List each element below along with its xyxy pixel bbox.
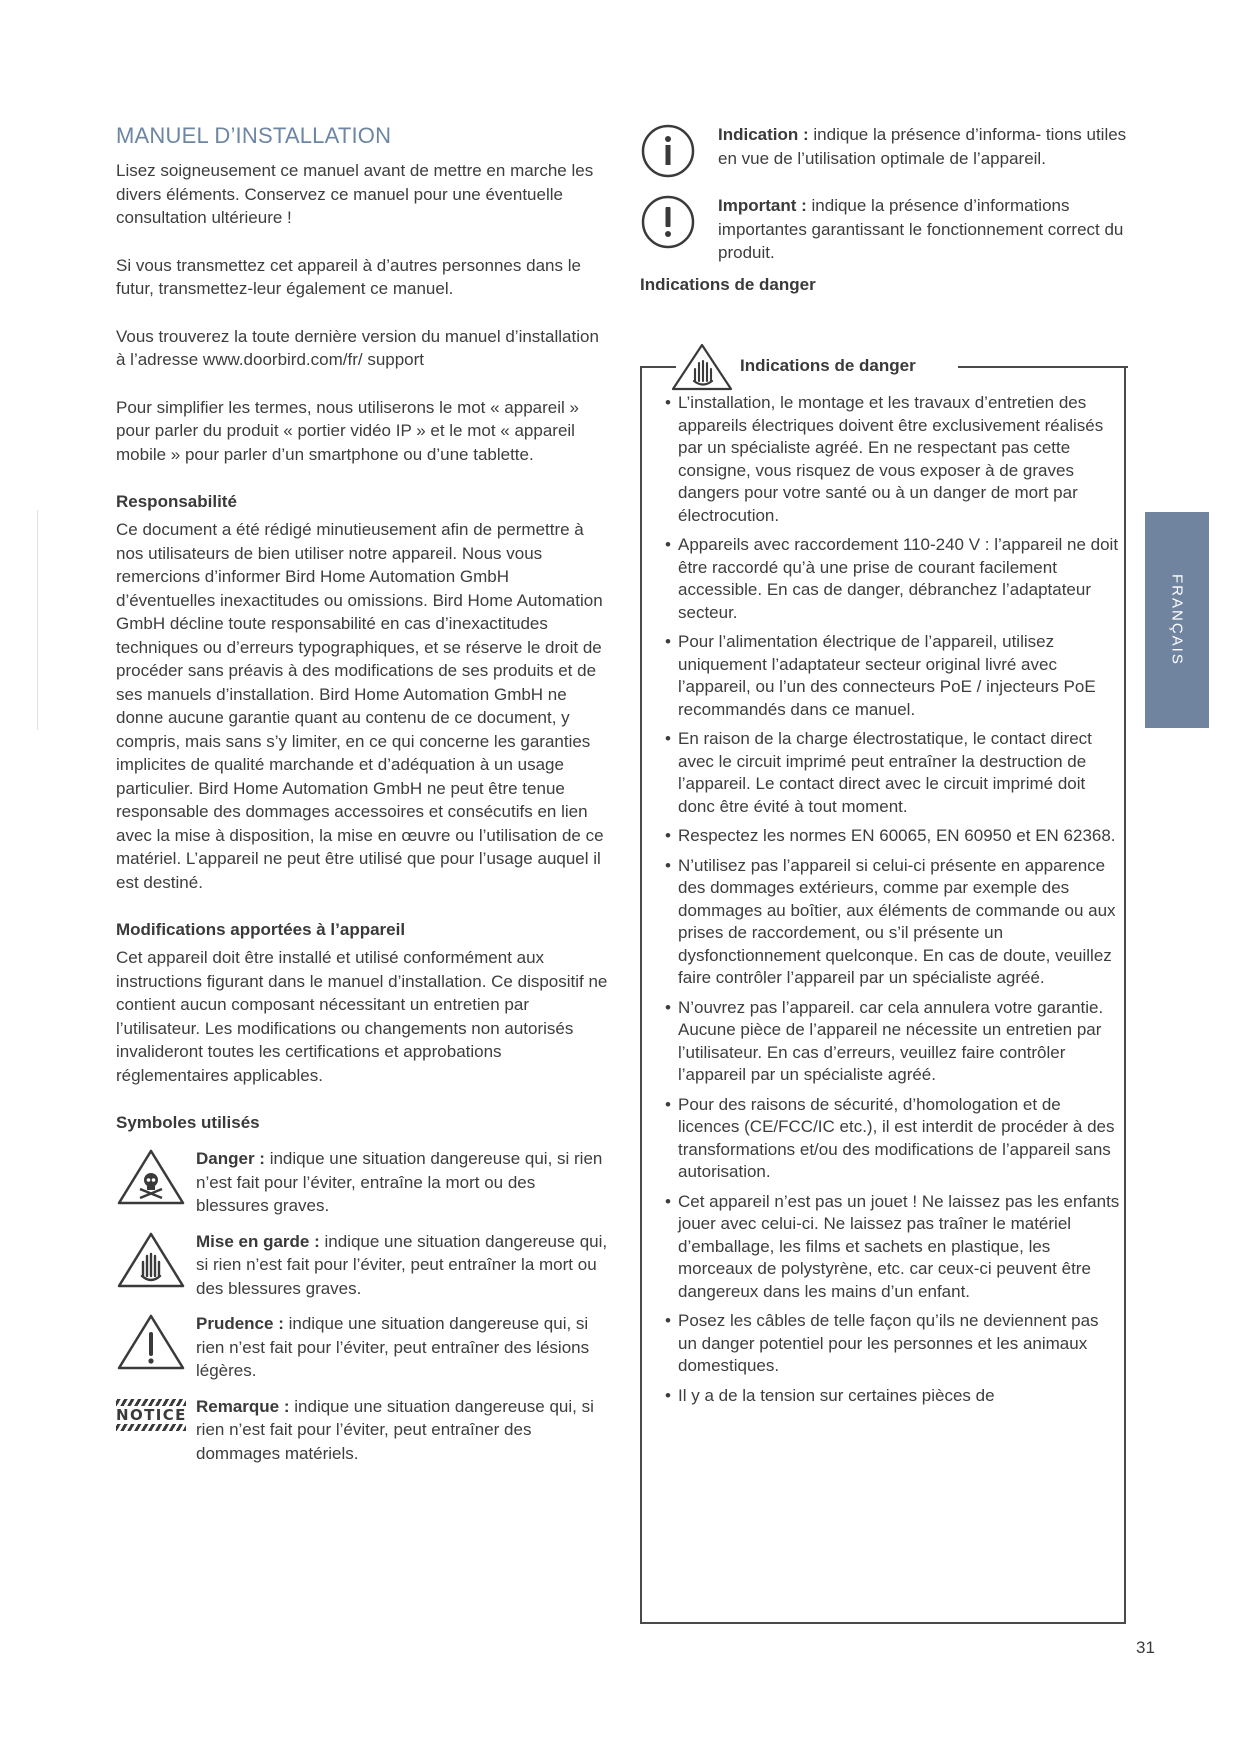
page-number: 31 bbox=[1136, 1638, 1155, 1657]
notice-badge-icon bbox=[116, 1395, 196, 1459]
symbol-caution-label: Prudence : bbox=[196, 1314, 284, 1333]
indication-important-label: Important : bbox=[718, 196, 807, 215]
danger-box-top-right bbox=[958, 366, 1128, 368]
indication-important bbox=[640, 194, 1130, 265]
danger-list bbox=[668, 392, 1120, 1414]
list-item: • Pour l’alimentation électrique de l’appareil, utilisez uniquement l’adaptateur secteur original livré avec l’appareil, ou l’un des connecteurs PoE / injecteurs PoE recommandés dans ce manuel. bbox=[668, 631, 1120, 721]
symbol-notice-text: indique une situation dangereuse qui, si rien n’est fait pour l’éviter, peut entraîner des dommages matériels. bbox=[196, 1396, 594, 1463]
indication-important-text: indique la présence d’informations importantes garantissant le fonctionnement correct du produit. bbox=[718, 196, 1124, 262]
skull-warning-icon bbox=[116, 1147, 196, 1211]
list-item: • Il y a de la tension sur certaines pièces de bbox=[668, 1385, 1120, 1408]
indication-info-label: Indication : bbox=[718, 125, 809, 144]
list-item: • En raison de la charge électrostatique, le contact direct avec le circuit imprimé peut entraîner la destruction de l’appareil. Le contact direct avec le circuit imprimé doit donc être évité à tout moment. bbox=[668, 728, 1120, 818]
notice-hatch-top bbox=[116, 1399, 186, 1406]
notice-hatch-bottom bbox=[116, 1424, 186, 1431]
notice-badge-text: NOTICE bbox=[116, 1405, 187, 1424]
symbols-heading: Symboles utilisés bbox=[116, 1113, 260, 1132]
symbol-notice-label: Remarque : bbox=[196, 1396, 290, 1416]
responsibility-text: Ce document a été rédigé minutieusement afin de permettre à nos utilisateurs de bien utiliser notre appareil. Nous vous remercions d’informer Bird Home Automation GmbH d’éventuelles inexactitudes ou omissions. Bird Home Automation GmbH décline toute responsabilité en cas d’inexactitudes techniques ou d’erreurs typographiques, et se réserve le droit de procéder sans préavis à des modifications de ses produits et de ses manuels d’installation. Bird Home Automation GmbH ne donne aucune garantie quant au contenu de ce document, y compris, mais sans s’y limiter, en ce qui concerne les garanties implicites de qualité marchande et d’adéquation à un usage particulier. Bird Home Automation GmbH ne peut être tenue responsable des dommages accessoires et consécutifs en lien avec la mise à disposition, la mise en œuvre ou l’utilisation de ce matériel. L’appareil ne peut être utilisé que pour l’usage auquel il est destiné. bbox=[116, 520, 604, 892]
modifications-heading: Modifications apportées à l’appareil bbox=[116, 920, 406, 939]
symbol-caution-text: indique une situation dangereuse qui, si rien n’est fait pour l’éviter, peut entraîner des lésions légères. bbox=[196, 1314, 590, 1380]
right-column bbox=[640, 123, 1130, 295]
list-item: • Pour des raisons de sécurité, d’homologation et de licences (CE/FCC/IC etc.), il est interdit de procéder à des transformations et/ou des modifications de l’appareil sans autorisation. bbox=[668, 1094, 1120, 1184]
symbol-notice bbox=[116, 1395, 610, 1466]
page-title: MANUEL D’INSTALLATION bbox=[116, 123, 392, 148]
list-item: • Cet appareil n’est pas un jouet ! Ne laissez pas les enfants jouer avec celui-ci. Ne laissez pas traîner le matériel d’emballage, les films et sachets en plastique, les morceaux de polystyrène, etc. car ceux-ci peuvent être dangereux dans les mains d’un enfant. bbox=[668, 1191, 1120, 1304]
symbol-danger-text: indique une situation dangereuse qui, si rien n’est fait pour l’éviter, entraîne la mort ou des blessures graves. bbox=[196, 1149, 603, 1215]
hand-warning-icon bbox=[116, 1230, 196, 1294]
exclamation-warning-icon bbox=[116, 1312, 196, 1376]
intro-paragraph-1: Lisez soigneusement ce manuel avant de mettre en marche les divers éléments. Conservez ce manuel pour une éventuelle consultation ultérieure ! bbox=[116, 161, 594, 227]
left-column bbox=[116, 123, 610, 1477]
indication-info bbox=[640, 123, 1130, 184]
list-item: • Posez les câbles de telle façon qu’ils ne deviennent pas un danger potentiel pour les personnes et les animaux domestiques. bbox=[668, 1310, 1120, 1378]
language-tab-label: FRANÇAIS bbox=[1168, 574, 1186, 666]
danger-subheading: Indications de danger bbox=[640, 274, 816, 294]
list-item: • Appareils avec raccordement 110-240 V : l’appareil ne doit être raccordé qu’à une prise de courant facilement accessible. En cas de danger, débranchez l’adaptateur secteur. bbox=[668, 534, 1120, 624]
list-item: • L’installation, le montage et les travaux d’entretien des appareils électriques doivent être exclusivement réalisés par un spécialiste agréé. En ne respectant pas cette consigne, vous risquez de vous exposer à de graves dangers pour votre santé ou à un danger de mort par électrocution. bbox=[668, 392, 1120, 527]
modifications-text: Cet appareil doit être installé et utilisé conformément aux instructions figurant dans le manuel d’installation. Ce dispositif ne contient aucun composant nécessitant un entretien par l’utilisateur. Les modifications ou changements non autorisés invalideront toutes les certifications et approbations réglementaires applicables. bbox=[116, 948, 608, 1085]
responsibility-heading: Responsabilité bbox=[116, 492, 237, 511]
hand-warning-icon bbox=[670, 342, 734, 397]
page-edge-line bbox=[37, 510, 38, 730]
important-circle-icon bbox=[640, 194, 718, 255]
symbol-danger bbox=[116, 1147, 610, 1218]
intro-paragraph-2: Si vous transmettez cet appareil à d’autres personnes dans le futur, transmettez-leur également ce manuel. bbox=[116, 255, 581, 298]
symbol-warning-label: Mise en garde : bbox=[196, 1231, 320, 1251]
symbol-danger-label: Danger : bbox=[196, 1149, 265, 1168]
symbol-warning bbox=[116, 1230, 610, 1301]
info-circle-icon bbox=[640, 123, 718, 184]
list-item: • Respectez les normes EN 60065, EN 60950 et EN 62368. bbox=[668, 825, 1120, 848]
list-item: • N’utilisez pas l’appareil si celui-ci présente en apparence des dommages extérieurs, comme par exemple des dommages au boîtier, aux éléments de commande ou aux prises de raccordement, ou s’il présente un dysfonctionnement quelconque. En cas de doute, veuillez faire contrôler l’appareil par un spécialiste agréé. bbox=[668, 855, 1120, 990]
intro-paragraph-4: Pour simplifier les termes, nous utiliserons le mot « appareil » pour parler du produit « portier vidéo IP » et le mot « appareil mobile » pour parler d’un smartphone ou d’une tablette. bbox=[116, 397, 579, 464]
intro-paragraph-3: Vous trouverez la toute dernière version du manuel d’installation à l’adresse www.doorbird.com/fr/ support bbox=[116, 326, 599, 369]
list-item: • N’ouvrez pas l’appareil. car cela annulera votre garantie. Aucune pièce de l’appareil ne nécessite un entretien par l’utilisateur. En cas d’erreurs, veuillez faire contrôler l’appareil par un spécialiste agréé. bbox=[668, 997, 1120, 1087]
symbol-warning-text: indique une situation dangereuse qui, si rien n’est fait pour l’éviter, peut entraîner la mort ou des blessures graves. bbox=[196, 1231, 608, 1298]
symbol-caution bbox=[116, 1312, 610, 1383]
indication-info-text: indique la présence d’informa- tions utiles en vue de l’utilisation optimale de l’appareil. bbox=[718, 125, 1127, 168]
language-tab bbox=[1145, 512, 1209, 728]
danger-box-title: Indications de danger bbox=[740, 356, 916, 375]
